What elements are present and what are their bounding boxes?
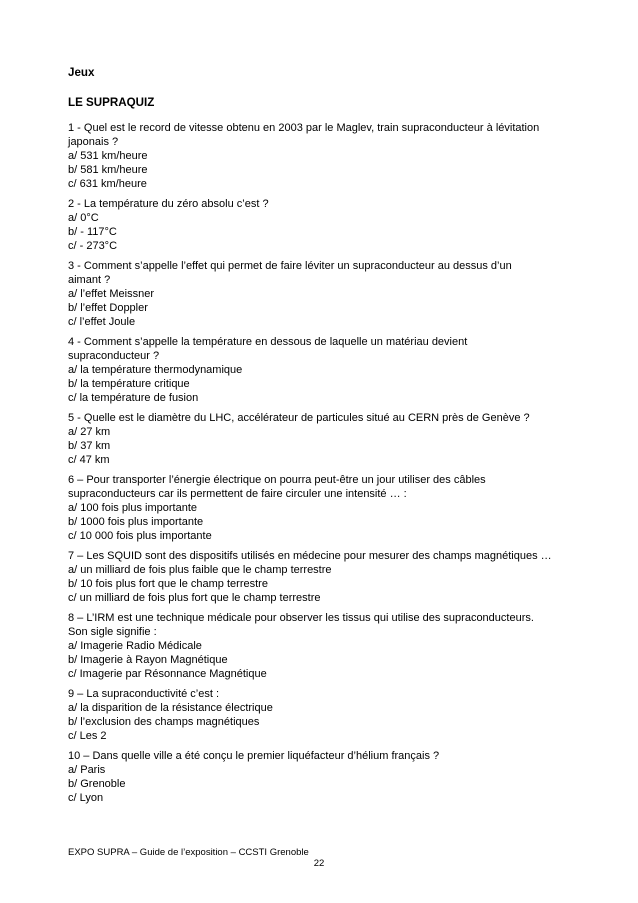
question-text: 5 - Quelle est le diamètre du LHC, accélérateur de particules situé au CERN près de Genève ? (68, 412, 530, 424)
quiz-question (68, 259, 593, 329)
answer-option: a/ la disparition de la résistance électrique (68, 702, 273, 714)
answer-option: c/ 631 km/heure (68, 178, 147, 190)
quiz-question (68, 197, 593, 253)
answer-option: a/ 100 fois plus importante (68, 502, 198, 514)
question-text: 8 – L’IRM est une technique médicale pour observer les tissus qui utilise des supraconducteurs. (68, 612, 534, 624)
quiz-question (68, 121, 593, 191)
answer-option: b/ la température critique (68, 378, 190, 390)
quiz-question (68, 549, 593, 605)
question-text: 1 - Quel est le record de vitesse obtenu en 2003 par le Maglev, train supraconducteur à lévitation (68, 122, 540, 134)
question-text: 10 – Dans quelle ville a été conçu le premier liquéfacteur d’hélium français ? (68, 750, 440, 762)
answer-option: b/ l’exclusion des champs magnétiques (68, 716, 260, 728)
answer-option: a/ la température thermodynamique (68, 364, 243, 376)
question-text: aimant ? (68, 274, 111, 286)
answer-option: a/ Imagerie Radio Médicale (68, 640, 202, 652)
answer-option: c/ - 273°C (68, 240, 118, 252)
answer-option: c/ Lyon (68, 792, 104, 804)
answer-option: c/ Imagerie par Résonnance Magnétique (68, 668, 267, 680)
answer-option: b/ Imagerie à Rayon Magnétique (68, 654, 228, 666)
section-heading: Jeux (68, 66, 95, 79)
question-text: 3 - Comment s’appelle l’effet qui permet de faire léviter un supraconducteur au dessus d’un (68, 260, 512, 272)
answer-option: b/ Grenoble (68, 778, 126, 790)
answer-option: b/ 10 fois plus fort que le champ terrestre (68, 578, 268, 590)
quiz-question (68, 749, 593, 805)
question-text: 9 – La supraconductivité c’est : (68, 688, 220, 700)
answer-option: a/ 0°C (68, 212, 99, 224)
answer-option: a/ Paris (68, 764, 106, 776)
question-text: 6 – Pour transporter l’énergie électrique on pourra peut-être un jour utiliser des câbles (68, 474, 486, 486)
question-text: supraconducteurs car ils permettent de faire circuler une intensité … : (68, 488, 407, 500)
quiz-question (68, 611, 593, 681)
answer-option: a/ 531 km/heure (68, 150, 148, 162)
quiz-question (68, 411, 593, 467)
answer-option: b/ - 117°C (68, 226, 117, 238)
question-text: supraconducteur ? (68, 350, 160, 362)
answer-option: c/ un milliard de fois plus fort que le champ terrestre (68, 592, 321, 604)
question-text: 7 – Les SQUID sont des dispositifs utilisés en médecine pour mesurer des champs magnétiques … (68, 550, 552, 562)
answer-option: c/ l’effet Joule (68, 316, 136, 328)
page-title: LE SUPRAQUIZ (68, 96, 155, 109)
answer-option: a/ l’effet Meissner (68, 288, 155, 300)
answer-option: a/ un milliard de fois plus faible que le champ terrestre (68, 564, 332, 576)
page-number: 22 (313, 858, 325, 869)
answer-option: c/ 10 000 fois plus importante (68, 530, 212, 542)
question-text: 4 - Comment s’appelle la température en dessous de laquelle un matériau devient (68, 336, 468, 348)
answer-option: c/ 47 km (68, 454, 110, 466)
answer-option: c/ Les 2 (68, 730, 107, 742)
answer-option: b/ l’effet Doppler (68, 302, 148, 314)
quiz-question (68, 687, 593, 743)
quiz-question (68, 335, 593, 405)
answer-option: a/ 27 km (68, 426, 111, 438)
answer-option: b/ 1000 fois plus importante (68, 516, 204, 528)
answer-option: b/ 581 km/heure (68, 164, 148, 176)
question-text: Son sigle signifie : (68, 626, 157, 638)
answer-option: b/ 37 km (68, 440, 111, 452)
quiz-question (68, 473, 593, 543)
question-text: 2 - La température du zéro absolu c’est ? (68, 198, 269, 210)
question-text: japonais ? (68, 136, 119, 148)
quiz-questions (68, 121, 593, 811)
page-footer: EXPO SUPRA – Guide de l’exposition – CCSTI Grenoble (68, 847, 309, 858)
answer-option: c/ la température de fusion (68, 392, 199, 404)
